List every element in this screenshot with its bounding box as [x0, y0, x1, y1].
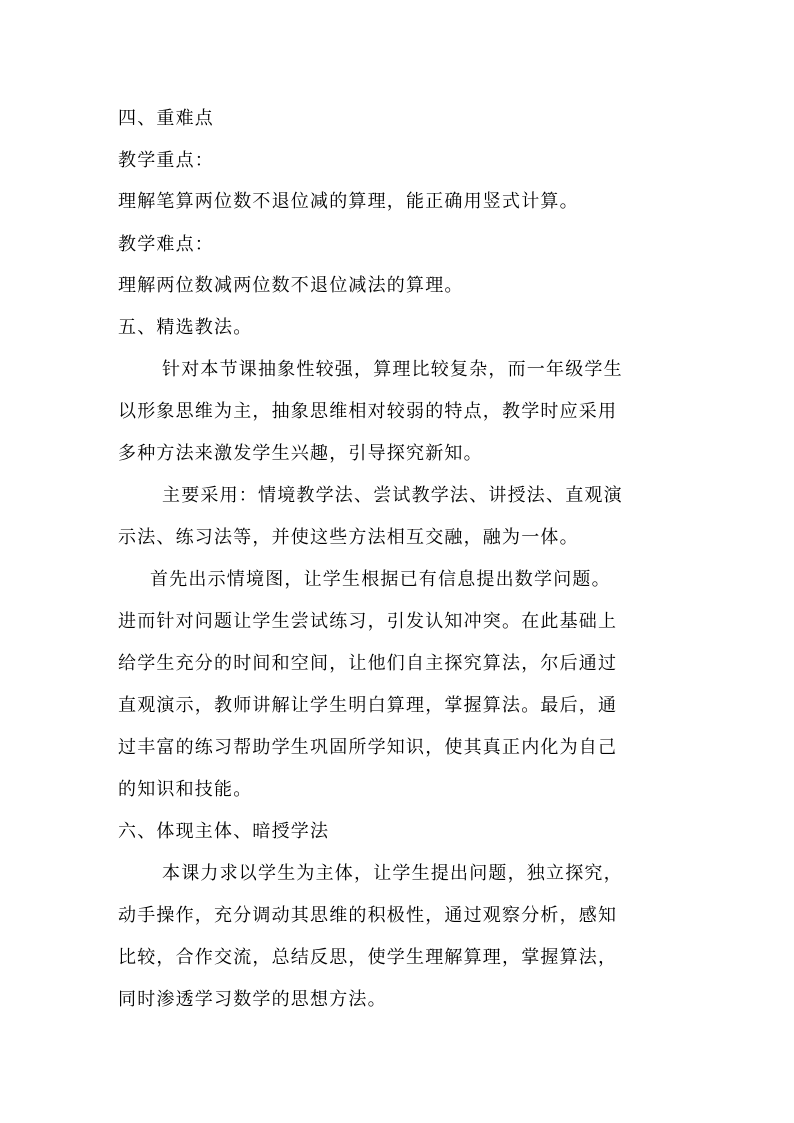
paragraph-line: 主要采用：情境教学法、尝试教学法、讲授法、直观演	[162, 485, 623, 506]
paragraph-line: 以形象思维为主，抽象思维相对较弱的特点，教学时应采用	[118, 401, 618, 422]
section-6-heading: 六、体现主体、暗授学法	[118, 821, 330, 842]
paragraph-line: 进而针对问题让学生尝试练习，引发认知冲突。在此基础上	[118, 611, 618, 632]
paragraph-line: 多种方法来激发学生兴趣，引导探究新知。	[118, 443, 483, 464]
section-4-heading: 四、重难点	[118, 108, 214, 129]
paragraph-line: 比较，合作交流，总结反思，使学生理解算理，掌握算法，	[118, 947, 618, 968]
section-5-heading: 五、精选教法。	[118, 317, 253, 338]
paragraph-line: 直观演示，教师讲解让学生明白算理，掌握算法。最后，通	[118, 695, 618, 716]
paragraph-line: 示法、练习法等，并使这些方法相互交融，融为一体。	[118, 527, 579, 548]
paragraph-line: 过丰富的练习帮助学生巩固所学知识，使其真正内化为自己	[118, 737, 618, 758]
paragraph-line: 针对本节课抽象性较强，算理比较复杂，而一年级学生	[162, 359, 623, 380]
paragraph-line: 同时渗透学习数学的思想方法。	[118, 989, 387, 1010]
paragraph-line: 首先出示情境图，让学生根据已有信息提出数学问题。	[150, 569, 611, 590]
paragraph-line: 本课力求以学生为主体，让学生提出问题，独立探究，	[162, 863, 623, 884]
key-point-text: 理解笔算两位数不退位减的算理，能正确用竖式计算。	[118, 191, 579, 212]
paragraph-line: 的知识和技能。	[118, 779, 253, 800]
paragraph-line: 动手操作，充分调动其思维的积极性，通过观察分析，感知	[118, 905, 618, 926]
paragraph-line: 给学生充分的时间和空间，让他们自主探究算法，尔后通过	[118, 653, 618, 674]
difficulty-text: 理解两位数减两位数不退位减法的算理。	[118, 275, 464, 296]
key-point-label: 教学重点：	[118, 150, 214, 171]
difficulty-label: 教学难点：	[118, 234, 214, 255]
